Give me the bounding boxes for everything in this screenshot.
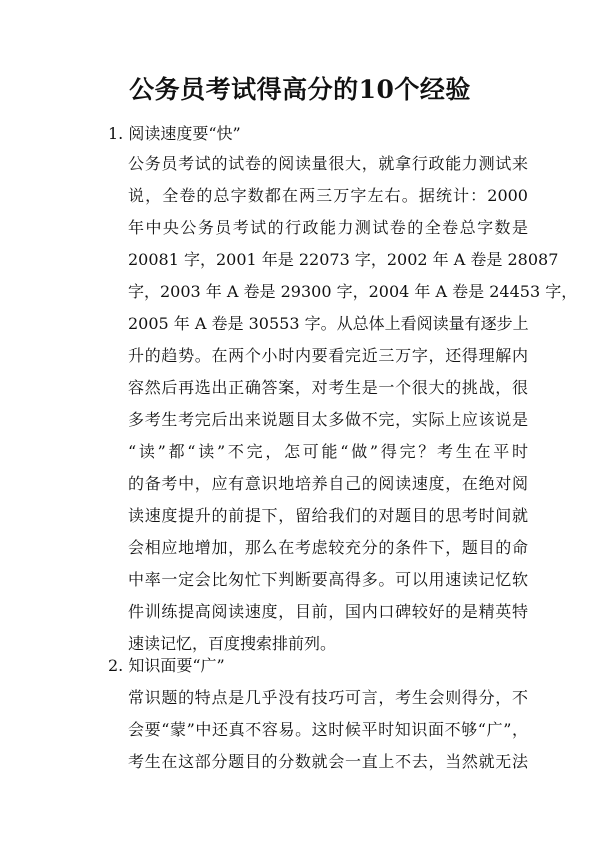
paragraph-line: 20081 字，2001 年是 22073 字，2002 年 A 卷是 28087: [128, 250, 559, 269]
paragraph-line: 件训练提高阅读速度，目前，国内口碑较好的是精英特: [128, 602, 528, 621]
paragraph-line: 多考生考完后出来说题目太多做不完，实际上应该说是: [128, 410, 528, 429]
paragraph-line: 读速度提升的前提下，留给我们的对题目的思考时间就: [128, 506, 528, 525]
paragraph-line: 说，全卷的总字数都在两三万字左右。据统计：2000: [128, 186, 528, 205]
paragraph-line: 2005 年 A 卷是 30553 字。从总体上看阅读量有逐步上: [128, 314, 529, 333]
paragraph-line: “读”都“读”不完，怎可能“做”得完？考生在平时: [128, 442, 528, 461]
paragraph-line: 中率一定会比匆忙下判断要高得多。可以用速读记忆软: [128, 570, 528, 589]
document-title: 公务员考试得高分的10个经验: [129, 75, 471, 104]
section-heading-knowledge-breadth: 2. 知识面要“广”: [108, 656, 225, 675]
paragraph-line: 年中央公务员考试的行政能力测试卷的全卷总字数是: [128, 218, 528, 237]
paragraph-line: 速读记忆，百度搜索排前列。: [128, 634, 337, 653]
paragraph-line: 容然后再选出正确答案，对考生是一个很大的挑战，很: [128, 378, 528, 397]
paragraph-line: 公务员考试的试卷的阅读量很大，就拿行政能力测试来: [128, 154, 528, 173]
paragraph-line: 考生在这部分题目的分数就会一直上不去，当然就无法: [128, 752, 528, 771]
paragraph-line: 升的趋势。在两个小时内要看完近三万字，还得理解内: [128, 346, 528, 365]
section-body-knowledge-breadth: [128, 682, 528, 778]
section-body-reading-speed: [128, 148, 578, 660]
paragraph-line: 常识题的特点是几乎没有技巧可言，考生会则得分，不: [128, 688, 528, 707]
paragraph-line: 字，2003 年 A 卷是 29300 字，2004 年 A 卷是 24453 字，: [128, 282, 578, 301]
paragraph-line: 会要“蒙”中还真不容易。这时候平时知识面不够“广”，: [128, 720, 528, 739]
paragraph-line: 的备考中，应有意识地培养自己的阅读速度，在绝对阅: [128, 474, 528, 493]
paragraph-line: 会相应地增加，那么在考虑较充分的条件下，题目的命: [128, 538, 528, 557]
section-heading-reading-speed: 1. 阅读速度要“快”: [108, 124, 241, 143]
